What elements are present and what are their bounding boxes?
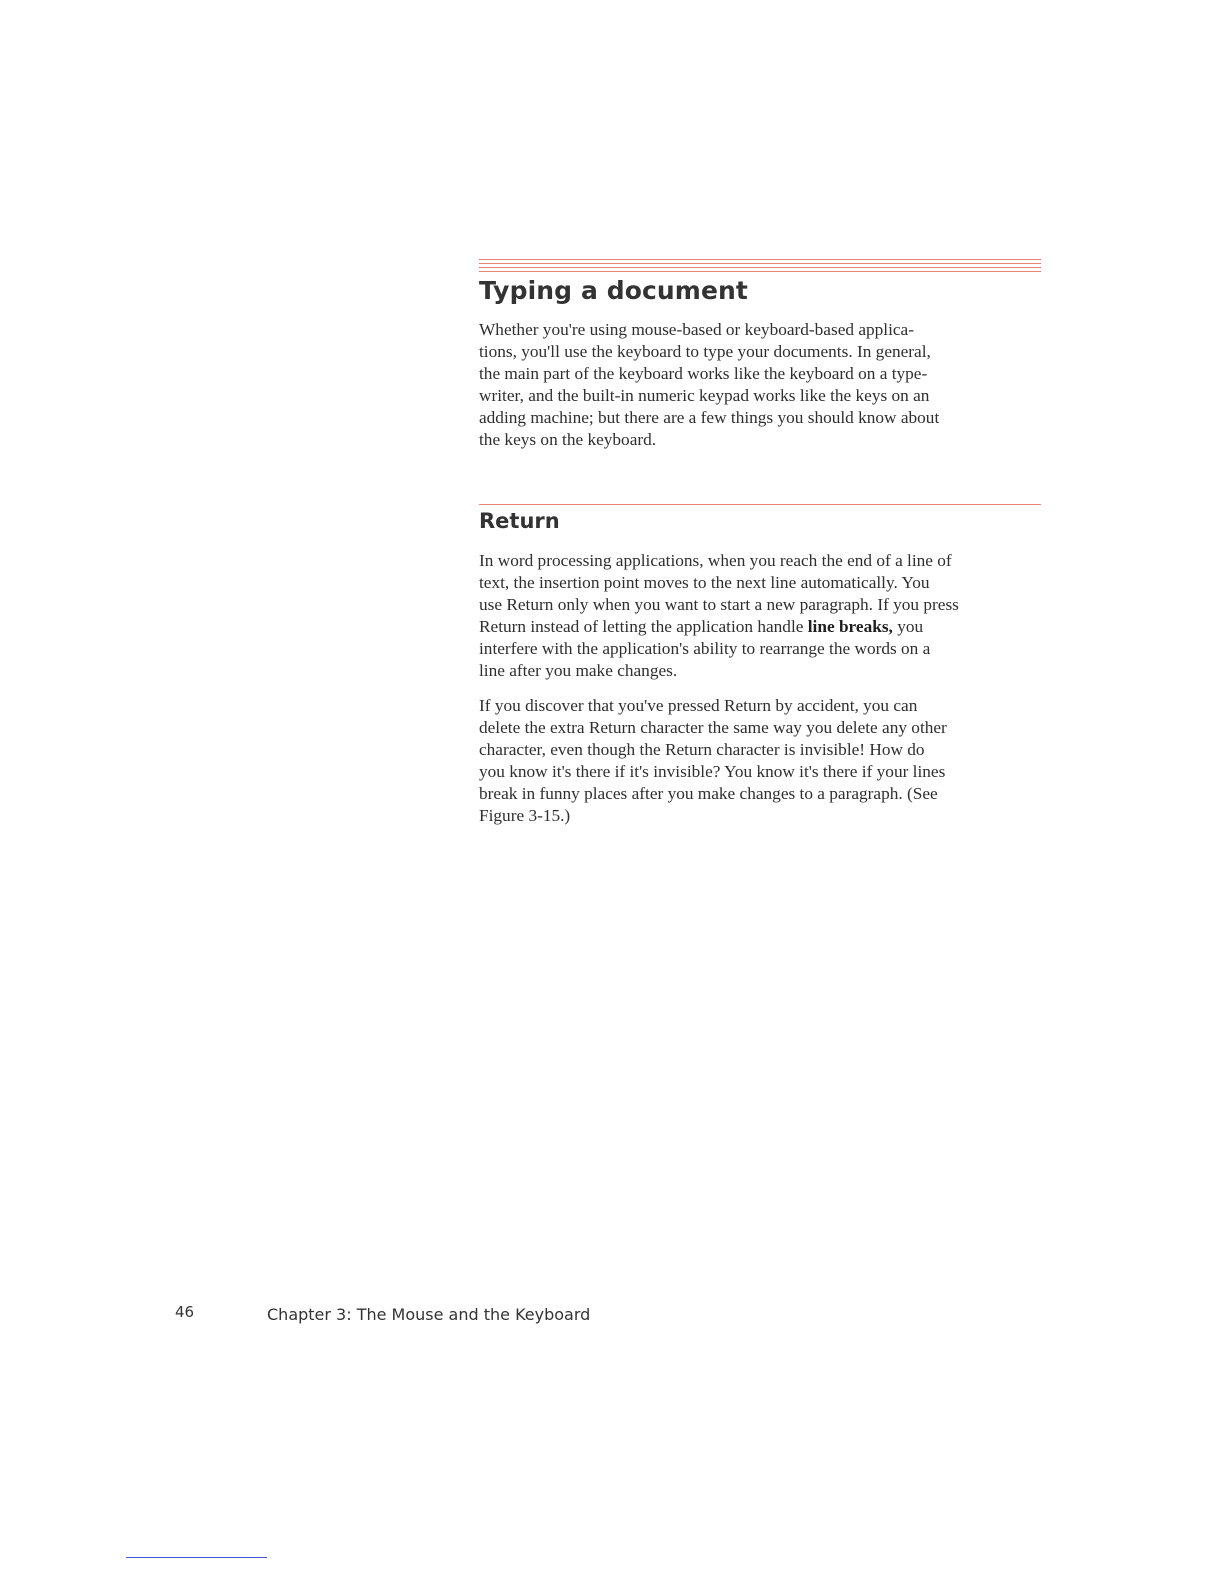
- text-line: delete the extra Return character the same way you delete any other: [479, 718, 947, 738]
- section-heading-typing: Typing a document: [479, 276, 748, 305]
- page-number: 46: [175, 1303, 195, 1321]
- text-line: tions, you'll use the keyboard to type your documents. In general,: [479, 342, 931, 362]
- text-line: the keys on the keyboard.: [479, 430, 657, 450]
- text-line: Return instead of letting the application handle: [479, 617, 808, 637]
- text-line: the main part of the keyboard works like the keyboard on a type-: [479, 364, 928, 384]
- text-line: break in funny places after you make changes to a paragraph. (See: [479, 784, 938, 804]
- text-line: If you discover that you've pressed Return by accident, you can: [479, 696, 918, 715]
- text-line: Figure 3-15.): [479, 806, 571, 826]
- divider-line: [479, 259, 1041, 260]
- term-line-breaks: line breaks,: [807, 617, 893, 637]
- paragraph-return-2: [479, 695, 1039, 828]
- text-line: use Return only when you want to start a new paragraph. If you press: [479, 595, 959, 615]
- paragraph-return-1: [479, 550, 1039, 683]
- text-line: interfere with the application's ability to rearrange the words on a: [479, 639, 931, 659]
- divider-line: [479, 271, 1041, 272]
- text-line: you know it's there if it's invisible? You know it's there if your lines: [479, 762, 946, 782]
- text-line: text, the insertion point moves to the next line automatically. You: [479, 573, 930, 593]
- text-line: Whether you're using mouse-based or keyboard-based applica-: [479, 320, 914, 339]
- paragraph-typing: [479, 319, 1039, 452]
- section-heading-return: Return: [479, 509, 560, 533]
- text-line: character, even though the Return character is invisible! How do: [479, 740, 925, 760]
- text-line: In word processing applications, when you reach the end of a line of: [479, 551, 952, 570]
- divider-line: [479, 267, 1041, 268]
- section-divider: [479, 504, 1041, 505]
- text-line: you: [892, 617, 924, 637]
- text-line: adding machine; but there are a few things you should know about: [479, 408, 940, 428]
- text-line: line after you make changes.: [479, 661, 678, 681]
- running-footer-chapter: Chapter 3: The Mouse and the Keyboard: [267, 1305, 591, 1324]
- text-line: writer, and the built-in numeric keypad works like the keys on an: [479, 386, 930, 406]
- section-divider-triple: [479, 259, 1041, 273]
- divider-line: [479, 263, 1041, 264]
- bottom-edge-rule: [126, 1557, 267, 1558]
